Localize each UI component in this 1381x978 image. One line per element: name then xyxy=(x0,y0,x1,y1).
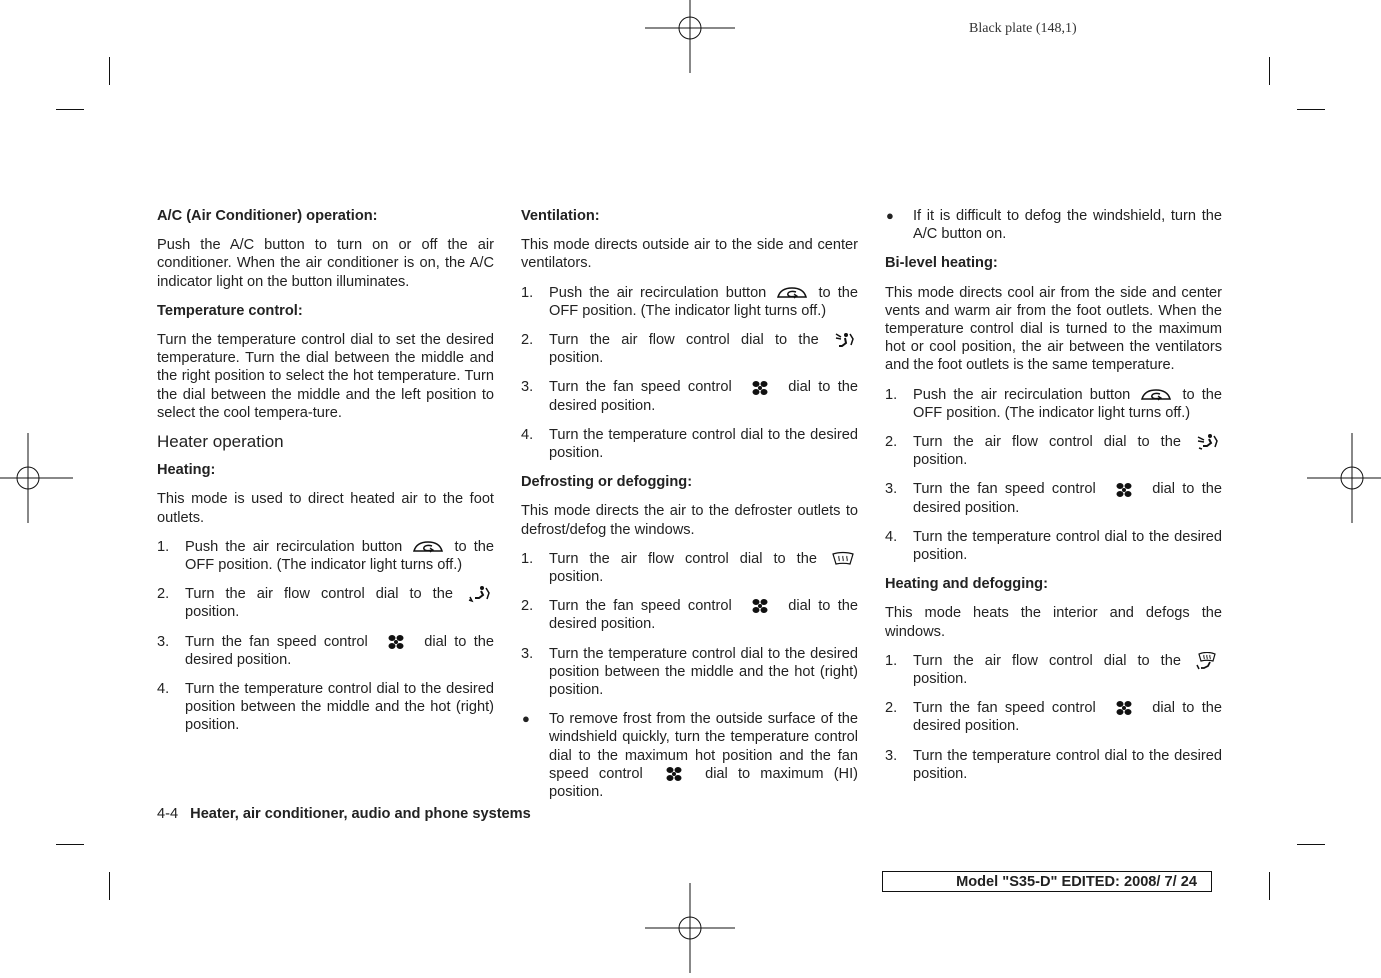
ventilation-heading: Ventilation: xyxy=(521,208,600,224)
list-text: Turn the air flow control dial to the xyxy=(549,332,819,349)
list-number: 3. xyxy=(885,481,898,498)
list-text: position. xyxy=(913,452,968,469)
vent-airflow-icon xyxy=(833,331,855,349)
bullet-icon: ● xyxy=(886,208,894,223)
heating-heading: Heating: xyxy=(157,462,216,479)
defrost-icon xyxy=(831,551,855,567)
list-item xyxy=(521,645,858,700)
list-text: position. xyxy=(549,569,604,586)
ventilation-text: This mode directs outside air to the side and center ventilators. xyxy=(521,237,858,272)
list-text: dial to the desired position. xyxy=(185,633,494,668)
list-text: dial to the desired position. xyxy=(549,598,858,633)
ac-text: Push the A/C button to turn on or off the air conditioner. When the air conditioner is on, the A/C indicator light on the button illuminates. xyxy=(157,237,494,290)
page-number: 4-4 xyxy=(157,806,179,822)
list-text: Turn the temperature control dial to the desired position between the middle and the hot (right) position. xyxy=(549,645,858,699)
list-number: 2. xyxy=(885,434,898,451)
registration-mark xyxy=(0,433,73,523)
list-text: Turn the fan speed control xyxy=(913,700,1096,717)
list-number: 1. xyxy=(521,550,534,567)
crop-mark xyxy=(1297,844,1325,845)
list-number: 2. xyxy=(885,700,898,717)
list-text: Push the air recirculation button xyxy=(913,386,1131,403)
list-text: dial to the desired position. xyxy=(913,700,1222,735)
chapter-title: Heater, air conditioner, audio and phone systems xyxy=(190,806,531,822)
list-text: If it is difficult to defog the windshield, turn the A/C button on. xyxy=(913,208,1222,243)
heater-section-title: Heater operation xyxy=(157,432,284,452)
fan-icon xyxy=(387,633,405,651)
defrost-heading: Defrosting or defogging: xyxy=(521,474,693,491)
list-text: Turn the air flow control dial to the xyxy=(913,434,1181,451)
list-item xyxy=(521,284,858,320)
list-number: 2. xyxy=(521,332,534,349)
list-text: Turn the fan speed control xyxy=(549,379,732,396)
list-number: 1. xyxy=(885,652,898,669)
list-text: dial to maximum (HI) position. xyxy=(549,765,859,801)
list-text: to the OFF position. (The indicator light turns off.) xyxy=(913,386,1222,421)
temp-heading: Temperature control: xyxy=(157,302,303,319)
fan-icon xyxy=(751,379,769,397)
registration-mark xyxy=(1307,433,1381,523)
list-number: 1. xyxy=(157,538,170,555)
crop-mark xyxy=(56,844,84,845)
bullet-item xyxy=(521,710,858,801)
list-item xyxy=(885,386,1222,422)
ac-heading: A/C (Air Conditioner) operation: xyxy=(157,208,378,224)
list-number: 2. xyxy=(521,598,534,615)
list-number: 3. xyxy=(521,645,534,662)
list-text: To remove frost from the outside surface of the windshield quickly, turn the temperature control dial to the maximum hot position and the fan speed control xyxy=(549,711,858,782)
list-item xyxy=(521,331,858,367)
list-item xyxy=(521,550,858,586)
list-item xyxy=(521,378,858,414)
list-number: 3. xyxy=(885,747,898,764)
list-number: 4. xyxy=(885,528,898,545)
list-item xyxy=(885,699,1222,735)
heating-defogging-heading: Heating and defogging: xyxy=(885,576,1048,593)
page-footer xyxy=(157,806,531,822)
list-number: 3. xyxy=(157,633,170,650)
list-text: dial to the desired position. xyxy=(913,481,1222,516)
list-number: 1. xyxy=(521,284,534,301)
bullet-item xyxy=(885,207,1222,243)
model-box xyxy=(882,871,1212,892)
column-2 xyxy=(521,207,858,812)
list-item xyxy=(157,585,494,621)
bilevel-text: This mode directs cool air from the side and center vents and warm air from the foot outlets. When the temperature control dial is turned to the maximum hot or cool position, the air between the ventilators and the foot outlets is the same temperature. xyxy=(885,284,1222,374)
fan-icon xyxy=(751,597,769,615)
list-text: position. xyxy=(185,604,240,621)
list-item xyxy=(885,528,1222,564)
list-text: Turn the air flow control dial to the xyxy=(185,586,453,603)
fan-icon xyxy=(665,765,683,783)
list-number: 2. xyxy=(157,586,170,603)
list-text: Push the air recirculation button xyxy=(185,538,403,555)
list-item xyxy=(521,597,858,633)
list-item xyxy=(157,633,494,669)
temp-text: Turn the temperature control dial to set the desired temperature. Turn the dial between the middle and the right position to select the hot temperature. Turn the dial between the middle and the left position to select the cool tempera-ture. xyxy=(157,332,494,421)
crop-mark xyxy=(56,109,84,110)
crop-mark xyxy=(109,872,110,900)
fan-icon xyxy=(1115,699,1133,717)
recirculation-icon xyxy=(776,285,808,301)
bilevel-airflow-icon xyxy=(1195,433,1219,451)
list-text: Turn the temperature control dial to the desired position. xyxy=(913,528,1222,564)
list-number: 1. xyxy=(885,386,898,403)
list-text: Turn the temperature control dial to the desired position. xyxy=(549,426,858,462)
foot-airflow-icon xyxy=(467,585,491,603)
list-text: Turn the temperature control dial to the desired position. xyxy=(913,747,1222,782)
crop-mark xyxy=(1269,57,1270,85)
list-item xyxy=(885,433,1222,469)
list-text: to the OFF position. (The indicator light turns off.) xyxy=(185,538,494,574)
list-item xyxy=(157,680,494,735)
list-text: Turn the fan speed control xyxy=(185,633,368,650)
list-text: Turn the fan speed control xyxy=(549,598,732,615)
list-text: position. xyxy=(549,350,604,367)
list-text: to the OFF position. (The indicator light turns off.) xyxy=(549,284,858,319)
list-item xyxy=(885,652,1222,688)
registration-mark xyxy=(645,0,735,73)
list-text: Turn the fan speed control xyxy=(913,481,1096,498)
list-text: Push the air recirculation button xyxy=(549,284,767,301)
plate-label: Black plate (148,1) xyxy=(969,21,1077,36)
list-item xyxy=(885,480,1222,516)
crop-mark xyxy=(1269,872,1270,900)
column-3 xyxy=(885,207,1222,794)
bilevel-heading: Bi-level heating: xyxy=(885,255,998,272)
recirculation-icon xyxy=(1140,387,1172,403)
recirculation-icon xyxy=(412,539,444,555)
heating-defogging-text: This mode heats the interior and defogs the windows. xyxy=(885,605,1222,640)
crop-mark xyxy=(1297,109,1325,110)
list-text: Turn the air flow control dial to the xyxy=(549,550,817,567)
defrost-text: This mode directs the air to the defroster outlets to defrost/defog the windows. xyxy=(521,503,858,538)
fan-icon xyxy=(1115,481,1133,499)
list-item xyxy=(885,747,1222,783)
list-text: Turn the temperature control dial to the desired position between the middle and the hot (right) position. xyxy=(185,681,494,734)
list-number: 4. xyxy=(157,681,170,698)
list-item xyxy=(521,426,858,462)
crop-mark xyxy=(109,57,110,85)
list-number: 3. xyxy=(521,379,534,396)
column-1 xyxy=(157,207,494,746)
registration-mark xyxy=(645,883,735,973)
bullet-icon: ● xyxy=(522,711,530,727)
model-text: Model "S35-D" EDITED: 2008/ 7/ 24 xyxy=(956,874,1197,890)
list-text: position. xyxy=(913,671,968,688)
list-text: dial to the desired position. xyxy=(549,379,858,414)
list-number: 4. xyxy=(521,426,534,443)
list-item xyxy=(157,538,494,574)
heating-text: This mode is used to direct heated air to the foot outlets. xyxy=(157,491,494,526)
list-text: Turn the air flow control dial to the xyxy=(913,652,1181,669)
defrost-foot-icon xyxy=(1195,652,1219,670)
